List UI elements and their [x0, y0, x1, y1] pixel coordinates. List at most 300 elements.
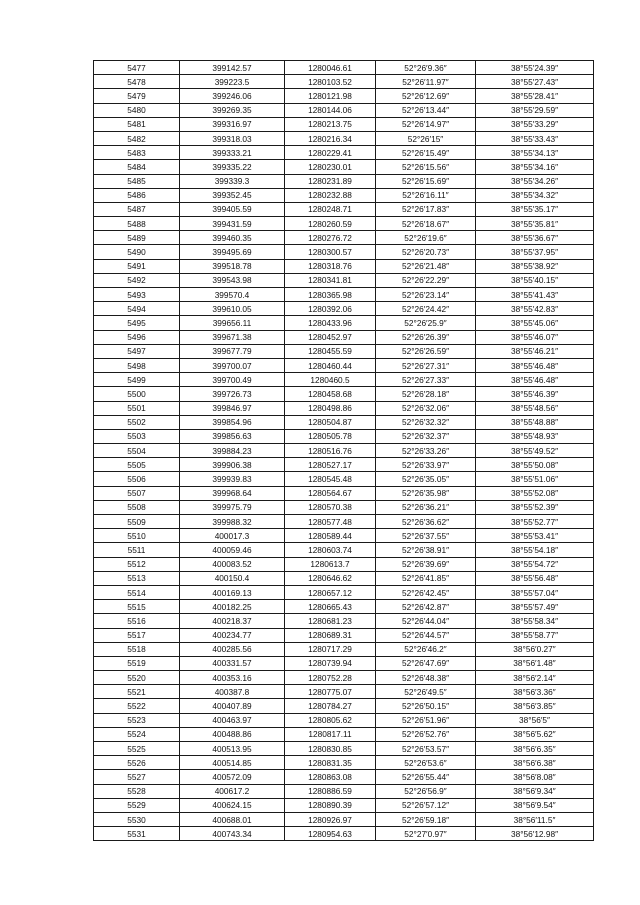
point-number-cell: 5520	[94, 671, 180, 685]
point-number-cell: 5495	[94, 316, 180, 330]
y-coordinate-cell: 1280613.7	[285, 557, 376, 571]
latitude-cell: 52°26′44.57″	[376, 628, 476, 642]
longitude-cell: 38°55′46.48″	[476, 373, 594, 387]
x-coordinate-cell: 399333.21	[180, 146, 285, 160]
y-coordinate-cell: 1280689.31	[285, 628, 376, 642]
latitude-cell: 52°26′53.6″	[376, 756, 476, 770]
y-coordinate-cell: 1280505.78	[285, 429, 376, 443]
longitude-cell: 38°55′37.95″	[476, 245, 594, 259]
table-row	[94, 486, 594, 500]
longitude-cell: 38°56′9.54″	[476, 798, 594, 812]
longitude-cell: 38°55′36.67″	[476, 231, 594, 245]
latitude-cell: 52°26′50.15″	[376, 699, 476, 713]
coordinate-table	[93, 60, 594, 841]
y-coordinate-cell: 1280229.41	[285, 146, 376, 160]
table-row	[94, 288, 594, 302]
longitude-cell: 38°55′29.59″	[476, 103, 594, 117]
table-row	[94, 827, 594, 841]
y-coordinate-cell: 1280516.76	[285, 444, 376, 458]
y-coordinate-cell: 1280784.27	[285, 699, 376, 713]
y-coordinate-cell: 1280231.89	[285, 174, 376, 188]
point-number-cell: 5486	[94, 188, 180, 202]
x-coordinate-cell: 400572.09	[180, 770, 285, 784]
point-number-cell: 5510	[94, 529, 180, 543]
y-coordinate-cell: 1280433.96	[285, 316, 376, 330]
y-coordinate-cell: 1280452.97	[285, 330, 376, 344]
point-number-cell: 5477	[94, 61, 180, 75]
table-row	[94, 387, 594, 401]
x-coordinate-cell: 400285.56	[180, 642, 285, 656]
point-number-cell: 5478	[94, 75, 180, 89]
x-coordinate-cell: 400017.3	[180, 529, 285, 543]
y-coordinate-cell: 1280752.28	[285, 671, 376, 685]
x-coordinate-cell: 399318.03	[180, 131, 285, 145]
y-coordinate-cell: 1280121.98	[285, 89, 376, 103]
point-number-cell: 5524	[94, 727, 180, 741]
latitude-cell: 52°26′33.26″	[376, 444, 476, 458]
table-row	[94, 628, 594, 642]
y-coordinate-cell: 1280886.59	[285, 784, 376, 798]
longitude-cell: 38°55′48.93″	[476, 429, 594, 443]
y-coordinate-cell: 1280926.97	[285, 812, 376, 826]
table-row	[94, 174, 594, 188]
x-coordinate-cell: 399656.11	[180, 316, 285, 330]
y-coordinate-cell: 1280954.63	[285, 827, 376, 841]
x-coordinate-cell: 399518.78	[180, 259, 285, 273]
longitude-cell: 38°55′45.06″	[476, 316, 594, 330]
point-number-cell: 5509	[94, 515, 180, 529]
table-row	[94, 61, 594, 75]
latitude-cell: 52°26′37.55″	[376, 529, 476, 543]
coordinate-table-body	[94, 61, 594, 841]
latitude-cell: 52°26′26.59″	[376, 344, 476, 358]
latitude-cell: 52°26′19.6″	[376, 231, 476, 245]
latitude-cell: 52°26′32.06″	[376, 401, 476, 415]
point-number-cell: 5498	[94, 358, 180, 372]
latitude-cell: 52°26′38.91″	[376, 543, 476, 557]
y-coordinate-cell: 1280805.62	[285, 713, 376, 727]
table-row	[94, 585, 594, 599]
y-coordinate-cell: 1280216.34	[285, 131, 376, 145]
longitude-cell: 38°55′42.83″	[476, 302, 594, 316]
latitude-cell: 52°26′35.98″	[376, 486, 476, 500]
table-row	[94, 770, 594, 784]
y-coordinate-cell: 1280657.12	[285, 585, 376, 599]
longitude-cell: 38°55′34.32″	[476, 188, 594, 202]
longitude-cell: 38°55′57.04″	[476, 585, 594, 599]
point-number-cell: 5523	[94, 713, 180, 727]
x-coordinate-cell: 400463.97	[180, 713, 285, 727]
table-row	[94, 131, 594, 145]
point-number-cell: 5527	[94, 770, 180, 784]
point-number-cell: 5516	[94, 614, 180, 628]
longitude-cell: 38°55′35.81″	[476, 217, 594, 231]
coordinate-table-container	[93, 60, 593, 841]
x-coordinate-cell: 399460.35	[180, 231, 285, 245]
latitude-cell: 52°26′15.69″	[376, 174, 476, 188]
x-coordinate-cell: 400514.85	[180, 756, 285, 770]
y-coordinate-cell: 1280863.08	[285, 770, 376, 784]
latitude-cell: 52°26′16.11″	[376, 188, 476, 202]
latitude-cell: 52°26′27.31″	[376, 358, 476, 372]
latitude-cell: 52°26′51.96″	[376, 713, 476, 727]
longitude-cell: 38°55′34.26″	[476, 174, 594, 188]
x-coordinate-cell: 399316.97	[180, 117, 285, 131]
y-coordinate-cell: 1280144.06	[285, 103, 376, 117]
y-coordinate-cell: 1280717.29	[285, 642, 376, 656]
table-row	[94, 642, 594, 656]
longitude-cell: 38°55′46.48″	[476, 358, 594, 372]
longitude-cell: 38°55′41.43″	[476, 288, 594, 302]
latitude-cell: 52°26′21.48″	[376, 259, 476, 273]
x-coordinate-cell: 400688.01	[180, 812, 285, 826]
longitude-cell: 38°55′27.43″	[476, 75, 594, 89]
latitude-cell: 52°26′15″	[376, 131, 476, 145]
table-row	[94, 784, 594, 798]
x-coordinate-cell: 399543.98	[180, 273, 285, 287]
y-coordinate-cell: 1280460.44	[285, 358, 376, 372]
latitude-cell: 52°26′25.9″	[376, 316, 476, 330]
x-coordinate-cell: 400150.4	[180, 571, 285, 585]
x-coordinate-cell: 399846.97	[180, 401, 285, 415]
table-row	[94, 656, 594, 670]
y-coordinate-cell: 1280890.39	[285, 798, 376, 812]
longitude-cell: 38°56′3.36″	[476, 685, 594, 699]
table-row	[94, 245, 594, 259]
point-number-cell: 5521	[94, 685, 180, 699]
table-row	[94, 103, 594, 117]
table-row	[94, 231, 594, 245]
table-row	[94, 202, 594, 216]
point-number-cell: 5514	[94, 585, 180, 599]
latitude-cell: 52°26′26.39″	[376, 330, 476, 344]
latitude-cell: 52°26′49.5″	[376, 685, 476, 699]
y-coordinate-cell: 1280498.86	[285, 401, 376, 415]
x-coordinate-cell: 399975.79	[180, 500, 285, 514]
longitude-cell: 38°55′52.77″	[476, 515, 594, 529]
y-coordinate-cell: 1280646.62	[285, 571, 376, 585]
point-number-cell: 5531	[94, 827, 180, 841]
y-coordinate-cell: 1280817.11	[285, 727, 376, 741]
table-row	[94, 415, 594, 429]
latitude-cell: 52°26′17.83″	[376, 202, 476, 216]
table-row	[94, 671, 594, 685]
x-coordinate-cell: 400617.2	[180, 784, 285, 798]
longitude-cell: 38°56′6.38″	[476, 756, 594, 770]
y-coordinate-cell: 1280775.07	[285, 685, 376, 699]
latitude-cell: 52°26′57.12″	[376, 798, 476, 812]
x-coordinate-cell: 400083.52	[180, 557, 285, 571]
point-number-cell: 5480	[94, 103, 180, 117]
x-coordinate-cell: 399906.38	[180, 458, 285, 472]
longitude-cell: 38°55′46.39″	[476, 387, 594, 401]
point-number-cell: 5507	[94, 486, 180, 500]
y-coordinate-cell: 1280260.59	[285, 217, 376, 231]
longitude-cell: 38°55′48.56″	[476, 401, 594, 415]
point-number-cell: 5526	[94, 756, 180, 770]
x-coordinate-cell: 400513.95	[180, 742, 285, 756]
x-coordinate-cell: 399339.3	[180, 174, 285, 188]
x-coordinate-cell: 399352.45	[180, 188, 285, 202]
y-coordinate-cell: 1280248.71	[285, 202, 376, 216]
latitude-cell: 52°26′47.69″	[376, 656, 476, 670]
y-coordinate-cell: 1280504.87	[285, 415, 376, 429]
table-row	[94, 75, 594, 89]
longitude-cell: 38°55′51.06″	[476, 472, 594, 486]
y-coordinate-cell: 1280230.01	[285, 160, 376, 174]
point-number-cell: 5481	[94, 117, 180, 131]
table-row	[94, 798, 594, 812]
y-coordinate-cell: 1280103.52	[285, 75, 376, 89]
longitude-cell: 38°55′50.08″	[476, 458, 594, 472]
latitude-cell: 52°27′0.97″	[376, 827, 476, 841]
x-coordinate-cell: 400059.46	[180, 543, 285, 557]
longitude-cell: 38°55′24.39″	[476, 61, 594, 75]
y-coordinate-cell: 1280830.85	[285, 742, 376, 756]
point-number-cell: 5519	[94, 656, 180, 670]
latitude-cell: 52°26′9.36″	[376, 61, 476, 75]
latitude-cell: 52°26′44.04″	[376, 614, 476, 628]
table-row	[94, 600, 594, 614]
table-row	[94, 146, 594, 160]
latitude-cell: 52°26′28.18″	[376, 387, 476, 401]
longitude-cell: 38°55′34.13″	[476, 146, 594, 160]
latitude-cell: 52°26′46.2″	[376, 642, 476, 656]
point-number-cell: 5525	[94, 742, 180, 756]
y-coordinate-cell: 1280341.81	[285, 273, 376, 287]
point-number-cell: 5518	[94, 642, 180, 656]
y-coordinate-cell: 1280527.17	[285, 458, 376, 472]
table-row	[94, 685, 594, 699]
y-coordinate-cell: 1280046.61	[285, 61, 376, 75]
table-row	[94, 373, 594, 387]
x-coordinate-cell: 400387.8	[180, 685, 285, 699]
point-number-cell: 5500	[94, 387, 180, 401]
point-number-cell: 5505	[94, 458, 180, 472]
y-coordinate-cell: 1280577.48	[285, 515, 376, 529]
x-coordinate-cell: 400331.57	[180, 656, 285, 670]
x-coordinate-cell: 399431.59	[180, 217, 285, 231]
longitude-cell: 38°55′46.07″	[476, 330, 594, 344]
y-coordinate-cell: 1280739.94	[285, 656, 376, 670]
point-number-cell: 5489	[94, 231, 180, 245]
point-number-cell: 5515	[94, 600, 180, 614]
point-number-cell: 5503	[94, 429, 180, 443]
point-number-cell: 5517	[94, 628, 180, 642]
y-coordinate-cell: 1280365.98	[285, 288, 376, 302]
latitude-cell: 52°26′35.05″	[376, 472, 476, 486]
y-coordinate-cell: 1280564.67	[285, 486, 376, 500]
table-row	[94, 699, 594, 713]
x-coordinate-cell: 399671.38	[180, 330, 285, 344]
point-number-cell: 5497	[94, 344, 180, 358]
x-coordinate-cell: 399939.83	[180, 472, 285, 486]
point-number-cell: 5483	[94, 146, 180, 160]
longitude-cell: 38°55′53.41″	[476, 529, 594, 543]
table-row	[94, 472, 594, 486]
latitude-cell: 52°26′20.73″	[376, 245, 476, 259]
table-row	[94, 316, 594, 330]
y-coordinate-cell: 1280392.06	[285, 302, 376, 316]
latitude-cell: 52°26′12.69″	[376, 89, 476, 103]
latitude-cell: 52°26′15.49″	[376, 146, 476, 160]
y-coordinate-cell: 1280603.74	[285, 543, 376, 557]
longitude-cell: 38°55′33.43″	[476, 131, 594, 145]
longitude-cell: 38°55′52.39″	[476, 500, 594, 514]
table-row	[94, 273, 594, 287]
latitude-cell: 52°26′33.97″	[376, 458, 476, 472]
x-coordinate-cell: 399495.69	[180, 245, 285, 259]
x-coordinate-cell: 400234.77	[180, 628, 285, 642]
longitude-cell: 38°55′33.29″	[476, 117, 594, 131]
point-number-cell: 5501	[94, 401, 180, 415]
y-coordinate-cell: 1280589.44	[285, 529, 376, 543]
latitude-cell: 52°26′13.44″	[376, 103, 476, 117]
longitude-cell: 38°55′52.08″	[476, 486, 594, 500]
table-row	[94, 358, 594, 372]
point-number-cell: 5479	[94, 89, 180, 103]
table-row	[94, 217, 594, 231]
y-coordinate-cell: 1280545.48	[285, 472, 376, 486]
longitude-cell: 38°55′28.41″	[476, 89, 594, 103]
point-number-cell: 5513	[94, 571, 180, 585]
table-row	[94, 727, 594, 741]
y-coordinate-cell: 1280570.38	[285, 500, 376, 514]
table-row	[94, 571, 594, 585]
longitude-cell: 38°55′48.88″	[476, 415, 594, 429]
table-row	[94, 302, 594, 316]
table-row	[94, 557, 594, 571]
x-coordinate-cell: 399269.35	[180, 103, 285, 117]
latitude-cell: 52°26′53.57″	[376, 742, 476, 756]
x-coordinate-cell: 399700.07	[180, 358, 285, 372]
latitude-cell: 52°26′36.62″	[376, 515, 476, 529]
latitude-cell: 52°26′23.14″	[376, 288, 476, 302]
longitude-cell: 38°56′9.34″	[476, 784, 594, 798]
x-coordinate-cell: 400743.34	[180, 827, 285, 841]
longitude-cell: 38°56′6.35″	[476, 742, 594, 756]
point-number-cell: 5528	[94, 784, 180, 798]
latitude-cell: 52°26′41.85″	[376, 571, 476, 585]
table-row	[94, 543, 594, 557]
latitude-cell: 52°26′24.42″	[376, 302, 476, 316]
point-number-cell: 5496	[94, 330, 180, 344]
latitude-cell: 52°26′59.18″	[376, 812, 476, 826]
point-number-cell: 5487	[94, 202, 180, 216]
table-row	[94, 515, 594, 529]
y-coordinate-cell: 1280318.76	[285, 259, 376, 273]
longitude-cell: 38°56′1.48″	[476, 656, 594, 670]
point-number-cell: 5490	[94, 245, 180, 259]
latitude-cell: 52°26′39.69″	[376, 557, 476, 571]
x-coordinate-cell: 399405.59	[180, 202, 285, 216]
table-row	[94, 401, 594, 415]
latitude-cell: 52°26′36.21″	[376, 500, 476, 514]
table-row	[94, 742, 594, 756]
latitude-cell: 52°26′11.97″	[376, 75, 476, 89]
table-row	[94, 117, 594, 131]
longitude-cell: 38°55′56.48″	[476, 571, 594, 585]
point-number-cell: 5522	[94, 699, 180, 713]
table-row	[94, 614, 594, 628]
latitude-cell: 52°26′32.32″	[376, 415, 476, 429]
table-row	[94, 429, 594, 443]
longitude-cell: 38°56′2.14″	[476, 671, 594, 685]
x-coordinate-cell: 400488.86	[180, 727, 285, 741]
point-number-cell: 5511	[94, 543, 180, 557]
longitude-cell: 38°55′38.92″	[476, 259, 594, 273]
latitude-cell: 52°26′48.38″	[376, 671, 476, 685]
longitude-cell: 38°55′57.49″	[476, 600, 594, 614]
longitude-cell: 38°55′49.52″	[476, 444, 594, 458]
latitude-cell: 52°26′55.44″	[376, 770, 476, 784]
longitude-cell: 38°55′34.16″	[476, 160, 594, 174]
x-coordinate-cell: 399677.79	[180, 344, 285, 358]
table-row	[94, 500, 594, 514]
x-coordinate-cell: 400218.37	[180, 614, 285, 628]
table-row	[94, 812, 594, 826]
longitude-cell: 38°55′54.18″	[476, 543, 594, 557]
x-coordinate-cell: 399570.4	[180, 288, 285, 302]
longitude-cell: 38°55′58.77″	[476, 628, 594, 642]
y-coordinate-cell: 1280232.88	[285, 188, 376, 202]
point-number-cell: 5488	[94, 217, 180, 231]
table-row	[94, 160, 594, 174]
latitude-cell: 52°26′15.56″	[376, 160, 476, 174]
point-number-cell: 5482	[94, 131, 180, 145]
point-number-cell: 5493	[94, 288, 180, 302]
x-coordinate-cell: 399968.64	[180, 486, 285, 500]
y-coordinate-cell: 1280276.72	[285, 231, 376, 245]
x-coordinate-cell: 399142.57	[180, 61, 285, 75]
point-number-cell: 5508	[94, 500, 180, 514]
longitude-cell: 38°56′0.27″	[476, 642, 594, 656]
point-number-cell: 5504	[94, 444, 180, 458]
point-number-cell: 5512	[94, 557, 180, 571]
x-coordinate-cell: 399335.22	[180, 160, 285, 174]
latitude-cell: 52°26′18.67″	[376, 217, 476, 231]
y-coordinate-cell: 1280455.59	[285, 344, 376, 358]
point-number-cell: 5491	[94, 259, 180, 273]
y-coordinate-cell: 1280665.43	[285, 600, 376, 614]
longitude-cell: 38°56′11.5″	[476, 812, 594, 826]
x-coordinate-cell: 399726.73	[180, 387, 285, 401]
point-number-cell: 5492	[94, 273, 180, 287]
table-row	[94, 529, 594, 543]
table-row	[94, 89, 594, 103]
x-coordinate-cell: 399854.96	[180, 415, 285, 429]
x-coordinate-cell: 400182.25	[180, 600, 285, 614]
point-number-cell: 5494	[94, 302, 180, 316]
x-coordinate-cell: 400169.13	[180, 585, 285, 599]
latitude-cell: 52°26′27.33″	[376, 373, 476, 387]
latitude-cell: 52°26′22.29″	[376, 273, 476, 287]
latitude-cell: 52°26′52.76″	[376, 727, 476, 741]
y-coordinate-cell: 1280681.23	[285, 614, 376, 628]
x-coordinate-cell: 399246.06	[180, 89, 285, 103]
longitude-cell: 38°55′46.21″	[476, 344, 594, 358]
longitude-cell: 38°55′58.34″	[476, 614, 594, 628]
point-number-cell: 5530	[94, 812, 180, 826]
x-coordinate-cell: 400353.16	[180, 671, 285, 685]
latitude-cell: 52°26′42.87″	[376, 600, 476, 614]
longitude-cell: 38°55′40.15″	[476, 273, 594, 287]
table-row	[94, 444, 594, 458]
x-coordinate-cell: 399223.5	[180, 75, 285, 89]
longitude-cell: 38°56′8.08″	[476, 770, 594, 784]
latitude-cell: 52°26′14.97″	[376, 117, 476, 131]
point-number-cell: 5499	[94, 373, 180, 387]
